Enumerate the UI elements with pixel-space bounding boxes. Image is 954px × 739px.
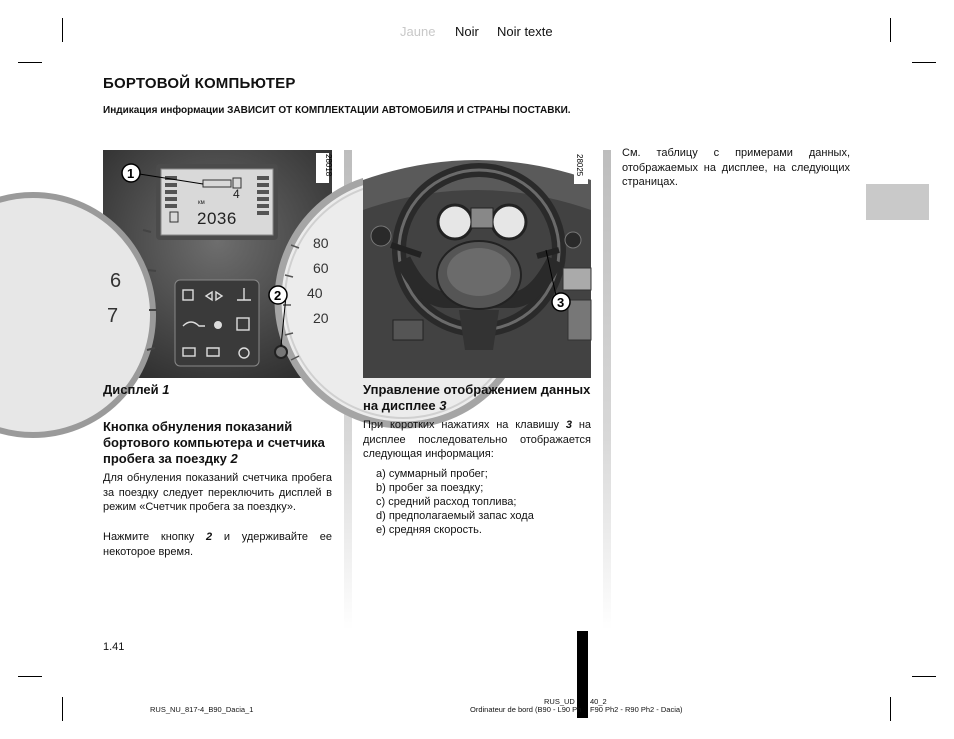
callout-2-label: 2 (274, 288, 282, 303)
figure-dashboard (363, 150, 591, 378)
dot-icon (214, 321, 222, 329)
ref-code-b: 40_2 (590, 697, 607, 706)
figure-code: 28025 (575, 154, 584, 177)
ref-title-a: Ordinateur de bord (B90 - L90 Ph (470, 705, 582, 714)
list-item: d) предполагаемый запас хода (376, 510, 534, 522)
table-reference: См. таблицу с примерами данных, отображаемых на дисплее, на следующих страницах. (622, 147, 850, 189)
gauge-label-40: 40 (307, 285, 323, 301)
header-noir-texte: Noir texte (497, 24, 553, 39)
control-para: При коротких нажатиях на клавишу 3 на дисплее последовательно отображается следующая информация: (363, 419, 592, 461)
figure-code: 28018 (324, 154, 333, 177)
page-number: 1.41 (103, 641, 125, 653)
page-title: БОРТОВОЙ КОМПЬЮТЕР (103, 75, 296, 92)
gauge-label-20: 20 (313, 310, 329, 326)
crop-mark (62, 18, 63, 42)
list-item: c) средний расход топлива; (376, 496, 517, 508)
header-jaune: Jaune (400, 24, 436, 39)
reset-button[interactable] (275, 346, 287, 358)
crop-mark (890, 18, 891, 42)
list-item: b) пробег за поездку; (376, 482, 484, 494)
crop-mark (912, 676, 936, 677)
reset-para1: Для обнуления показаний счетчика пробега за поездку следует переключить дисплей в режим «Счетчик пробега за поездку». (103, 472, 332, 514)
callout-1-label: 1 (127, 166, 135, 181)
crop-mark (62, 697, 63, 721)
control-heading: Управление отображением данных на дисплее 3 (363, 382, 591, 413)
ref-code: RUS_UD (544, 697, 575, 706)
section-tab (866, 184, 929, 220)
column-divider (603, 150, 611, 630)
lcd-unit: км (198, 200, 205, 206)
figure-cluster (103, 150, 332, 378)
gauge-label-80: 80 (313, 235, 329, 251)
list-item: a) суммарный пробег; (376, 468, 488, 480)
display-heading: Дисплей 1 (103, 382, 170, 397)
info-list (376, 467, 591, 537)
left-gauge-label: 7 (107, 305, 119, 327)
crop-mark (18, 676, 42, 677)
header-noir: Noir (455, 24, 479, 39)
ref-title-b: F90 Ph2 - R90 Ph2 - Dacia) (590, 705, 683, 714)
crop-mark (890, 697, 891, 721)
lcd-value: 4 (233, 187, 240, 201)
doc-code: RUS_NU_817-4_B90_Dacia_1 (150, 705, 254, 714)
reset-para2: Нажмите кнопку 2 и удерживайте ее некоторое время. (103, 531, 332, 558)
left-gauge-label: 6 (110, 270, 122, 292)
callout-3-label: 3 (557, 295, 565, 310)
equipment-note: Индикация информации ЗАВИСИТ ОТ КОМПЛЕКТАЦИИ АВТОМОБИЛЯ И СТРАНЫ ПОСТАВКИ. (103, 105, 571, 116)
list-item: e) средняя скорость. (376, 524, 482, 536)
crop-mark (912, 62, 936, 63)
crop-mark (18, 62, 42, 63)
reset-heading: Кнопка обнуления показаний бортового компьютера и счетчика пробега за поездку 2 (103, 419, 325, 466)
lcd-main-value: 2036 (197, 209, 237, 228)
gauge-label-60: 60 (313, 260, 329, 276)
